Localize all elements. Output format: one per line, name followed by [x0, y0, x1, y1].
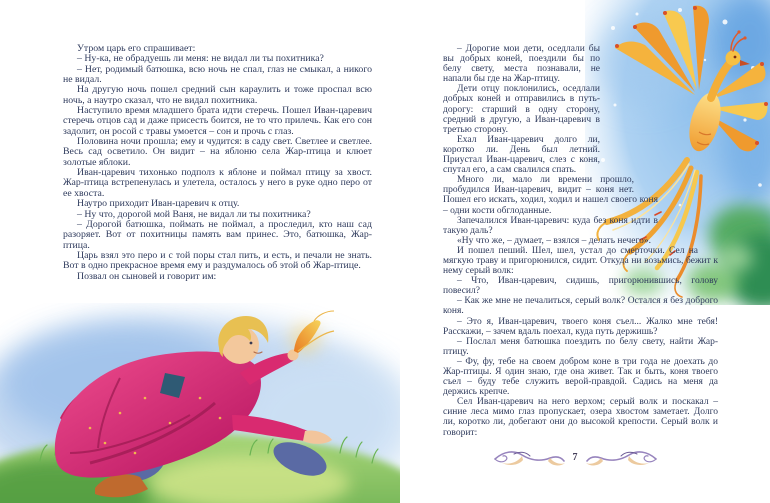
paragraph: Иван-царевич тихонько подполз к яблоне и поймал птицу за хвост. Жар-птица встрепенулась и улетела, осталось у него в руке одно перо от ее хвоста. [63, 167, 372, 199]
paragraph: Царь взял это перо и с той поры стал пить, и есть, и печали не знать. Вот в одно прекрасное время ему и раздумалось об этой об Жар-птице. [63, 249, 372, 272]
paragraph: Наступило время младшего брата идти стеречь. Пошел Иван-царевич стеречь отцов сад и даже присесть боится, не то что прилечь. Как его сон задолит, он росой с травы умоется – сон и прочь с глаз. [63, 105, 372, 137]
head [726, 51, 741, 66]
text-wrap-spacer [634, 170, 718, 190]
ivan-illustration [0, 303, 400, 503]
right-page-text [443, 44, 718, 438]
paragraph: – Дорогой батюшка, поймать не поймал, а проследил, кто наш сад разоряет. Вот от похитницы память вам принес. Это, батюшка, Жар-птица. [63, 218, 372, 251]
left-page-text [63, 44, 372, 282]
paragraph: Ехал Иван-царевич долго ли, коротко ли. День был летний. Приустал Иван-царевич, слез с коня, спутал его, а сам свалился спать. [443, 134, 600, 176]
paragraph: – Нет, родимый батюшка, всю ночь не спал, глаз не смыкал, а никого не видал. [63, 63, 372, 86]
paragraph: – Ну-ка, не обрадуешь ли меня: не видал ли ты похитника? [77, 53, 324, 65]
text-wrap-spacer [658, 190, 718, 228]
text-wrap-spacer [600, 44, 718, 170]
paragraph: На другую ночь пошел средний сын караулить и тоже проспал всю ночь, а наутро сказал, что не видал похитника. [63, 84, 372, 106]
paragraph: Наутро приходит Иван-царевич к отцу. [77, 198, 240, 210]
paragraph: – Дорогие мои дети, оседлали бы вы добрых коней, поездили бы по белу свету, места познавали, не напали бы где на Жар-птицу. [443, 44, 600, 85]
eye [734, 56, 737, 59]
paragraph: – Послал меня батюшка поездить по белу свету, найти Жар-птицу. [443, 336, 718, 357]
paragraph: Половина ночи прошла; ему и чудится: в саду свет. Светлее и светлее. Весь сад осветило. Он видит – на яблоню села Жар-птица и клюет золотые яблоки. [63, 136, 372, 168]
paragraph: Сел Иван-царевич на него верхом; серый волк и поскакал – синие леса мимо глаз пропускает, озера хвостом заметает. Долго ли, коротко ли, добегают они до высокой крепости. Серый волк и говорит: [443, 397, 718, 438]
paragraph: И пошел пеший. Шел, шел, устал до смерточки. Сел на мягкую траву и пригорюнился, сидит. Откуда ни возьмись, бежит к нему серый волк: [443, 245, 718, 277]
footer-flourish-right-icon [585, 448, 659, 468]
paragraph: – Это я, Иван-царевич, твоего коня съел... Жалко мне тебя! Расскажи, – зачем вдаль поехал, куда путь держишь? [443, 316, 718, 337]
paragraph: «Ну что же, – думает, – взялся – делать нечего». [457, 235, 651, 246]
paragraph: Позвал он сыновей и говорит им: [77, 270, 217, 282]
page-number: 7 [572, 452, 578, 463]
paragraph: – Что, Иван-царевич, сидишь, пригорюнившись, голову повесил? [443, 276, 718, 297]
paragraph: – Фу, фу, тебе на своем добром коне в три года не доехать до Жар-птицы. Я один знаю, где она живет. Так и быть, коня твоего съел – буду тебе служить верой-правдой. Садись на меня да держись крепче. [443, 356, 718, 398]
paragraph: Дети отцу поклонились, оседлали добрых коней и отправились в путь-дорогу: старший в одну сторону, средний в другую, а Иван-царевич в третью сторону. [443, 84, 600, 135]
paragraph: Запечалился Иван-царевич: куда без коня идти в такую даль? [443, 215, 658, 236]
text-wrap-spacer [698, 228, 718, 252]
paragraph: Утром царь его спрашивает: [77, 43, 196, 54]
page-footer [480, 446, 670, 470]
footer-flourish-left-icon [492, 448, 566, 468]
paragraph: Много ли, мало ли времени прошло, пробудился Иван-царевич, видит – коня нет. Пошел его искать, ходил, ходил и нашел своего коня – одни кости обглоданные. [443, 175, 658, 216]
paragraph: – Как же мне не печалиться, серый волк? Остался я без доброго коня. [443, 296, 718, 317]
paragraph: – Ну что, дорогой мой Ваня, не видал ли ты похитника? [77, 208, 311, 220]
